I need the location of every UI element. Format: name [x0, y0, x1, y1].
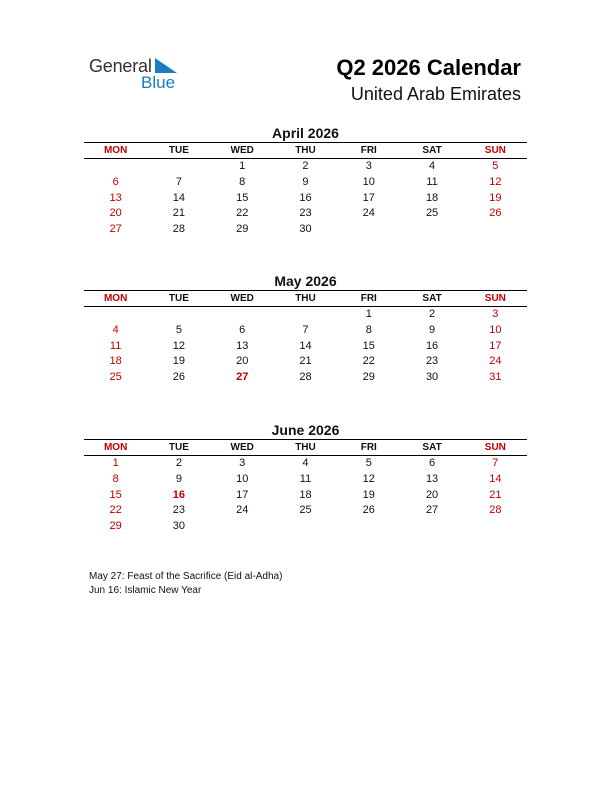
day-cell: 6	[112, 175, 119, 188]
day-cell: 26	[362, 504, 375, 517]
day-cell-empty	[464, 222, 527, 238]
day-cell: 8	[239, 175, 246, 188]
weekday-header	[84, 439, 527, 456]
day-cell: 29	[362, 371, 375, 384]
day-cell: 23	[172, 504, 186, 517]
weekday-label: MON	[103, 293, 128, 304]
day-cell: 5	[175, 323, 182, 336]
day-cell-empty	[211, 519, 274, 535]
day-cell: 22	[109, 504, 122, 517]
weekday-label: TUE	[168, 293, 189, 304]
day-cell: 26	[172, 371, 186, 384]
weekday-label: SAT	[422, 293, 442, 304]
day-cell-empty	[84, 307, 147, 323]
day-cell: 17	[236, 488, 249, 501]
day-cell: 23	[425, 355, 439, 368]
weekday-label: WED	[230, 293, 254, 304]
month-april	[84, 124, 527, 238]
day-cell: 15	[362, 339, 375, 352]
day-cell: 21	[489, 488, 502, 501]
weekday-label: SUN	[484, 293, 506, 304]
day-cell: 15	[236, 191, 249, 204]
day-cell: 19	[172, 355, 186, 368]
day-cell: 27	[236, 371, 249, 384]
weekday-label: MON	[103, 442, 128, 453]
page-title: Q2 2026 Calendar	[336, 55, 521, 80]
month-may	[84, 272, 527, 386]
weekday-label: SAT	[422, 442, 442, 453]
day-cell: 29	[236, 223, 249, 236]
day-cell: 25	[425, 207, 439, 220]
page-subtitle: United Arab Emirates	[350, 84, 521, 104]
day-cell-empty	[211, 307, 274, 323]
day-cell: 7	[492, 457, 499, 469]
day-cell-empty	[84, 159, 147, 175]
weekday-label: TUE	[168, 442, 189, 453]
holiday-notes	[89, 570, 282, 598]
day-cell: 10	[489, 323, 502, 336]
holiday-note: Jun 16: Islamic New Year	[89, 585, 202, 596]
day-cell: 16	[299, 191, 312, 204]
day-cell: 13	[425, 472, 439, 485]
day-cell-empty	[274, 519, 337, 535]
day-cell: 7	[302, 323, 309, 336]
day-grid	[84, 307, 527, 386]
day-cell: 4	[112, 323, 119, 336]
day-cell: 11	[426, 175, 438, 188]
month-title: April 2026	[272, 125, 339, 141]
day-cell: 30	[299, 223, 312, 236]
day-cell: 3	[365, 160, 372, 172]
day-cell: 19	[362, 488, 375, 501]
day-cell: 12	[489, 175, 502, 188]
day-cell: 9	[175, 472, 182, 485]
weekday-label: SAT	[422, 145, 442, 156]
weekday-label: WED	[230, 145, 254, 156]
day-cell: 30	[172, 520, 186, 533]
day-cell-empty	[274, 307, 337, 323]
flag-icon	[155, 56, 179, 74]
day-cell: 28	[299, 371, 312, 384]
weekday-label: TUE	[168, 145, 189, 156]
weekday-label: MON	[103, 145, 128, 156]
day-cell: 11	[109, 339, 122, 352]
day-cell: 10	[362, 175, 375, 188]
day-cell: 3	[492, 308, 499, 320]
day-cell: 24	[362, 207, 375, 220]
day-grid	[84, 456, 527, 535]
day-cell: 21	[172, 207, 186, 220]
weekday-label: FRI	[360, 442, 377, 453]
day-cell: 22	[362, 355, 375, 368]
day-cell: 20	[109, 207, 122, 220]
day-cell: 28	[172, 223, 186, 236]
day-cell: 20	[236, 355, 249, 368]
day-cell: 31	[489, 371, 502, 384]
day-cell-empty	[400, 222, 463, 238]
brand-logo	[89, 56, 189, 92]
day-cell: 6	[429, 457, 436, 469]
weekday-label: FRI	[360, 145, 377, 156]
day-cell: 7	[175, 175, 182, 188]
day-cell: 5	[492, 160, 499, 172]
day-cell-empty	[147, 307, 210, 323]
weekday-header	[84, 290, 527, 307]
day-grid	[84, 159, 527, 238]
day-cell: 10	[236, 472, 249, 485]
day-cell: 1	[239, 160, 246, 172]
day-cell: 1	[112, 457, 119, 469]
brand-word-blue: Blue	[141, 73, 176, 92]
day-cell: 14	[299, 339, 312, 352]
day-cell: 12	[172, 339, 186, 352]
day-cell: 20	[425, 488, 439, 501]
weekday-label: THU	[295, 145, 316, 156]
day-cell: 1	[365, 308, 372, 320]
weekday-label: FRI	[360, 293, 377, 304]
day-cell: 14	[489, 472, 502, 485]
day-cell: 17	[489, 339, 502, 352]
weekday-header	[84, 142, 527, 159]
month-title: May 2026	[274, 273, 337, 289]
day-cell: 13	[236, 339, 249, 352]
day-cell: 16	[425, 339, 439, 352]
day-cell: 8	[365, 323, 372, 336]
day-cell: 25	[109, 371, 122, 384]
holiday-note: May 27: Feast of the Sacrifice (Eid al-Adha)	[89, 571, 283, 582]
day-cell: 22	[236, 207, 249, 220]
day-cell: 29	[109, 520, 122, 533]
day-cell: 5	[365, 457, 372, 469]
day-cell: 11	[299, 472, 312, 485]
day-cell: 3	[239, 457, 246, 469]
weekday-label: WED	[230, 442, 254, 453]
day-cell-empty	[464, 519, 527, 535]
day-cell: 24	[236, 504, 249, 517]
weekday-label: SUN	[484, 145, 506, 156]
day-cell: 6	[239, 323, 246, 336]
day-cell: 17	[362, 191, 375, 204]
day-cell: 4	[302, 457, 309, 469]
day-cell: 27	[109, 223, 122, 236]
day-cell: 18	[299, 488, 312, 501]
day-cell: 18	[109, 355, 122, 368]
day-cell: 18	[425, 191, 439, 204]
day-cell: 19	[489, 191, 502, 204]
day-cell: 14	[172, 191, 186, 204]
brand-word-general: General	[89, 56, 152, 76]
month-title: June 2026	[271, 422, 340, 438]
weekday-label: THU	[295, 442, 316, 453]
day-cell-empty	[337, 222, 400, 238]
weekday-label: THU	[295, 293, 316, 304]
day-cell: 28	[489, 504, 502, 517]
day-cell: 23	[299, 207, 312, 220]
day-cell-empty	[147, 159, 210, 175]
day-cell: 16	[172, 488, 186, 501]
weekday-label: SUN	[484, 442, 506, 453]
day-cell: 25	[299, 504, 312, 517]
day-cell: 2	[302, 160, 309, 172]
day-cell: 12	[362, 472, 375, 485]
day-cell: 9	[429, 323, 436, 336]
day-cell: 21	[299, 355, 312, 368]
day-cell: 30	[425, 371, 439, 384]
day-cell: 15	[109, 488, 122, 501]
day-cell: 26	[489, 207, 502, 220]
day-cell: 2	[175, 457, 182, 469]
day-cell-empty	[400, 519, 463, 535]
day-cell: 8	[112, 472, 119, 485]
day-cell: 4	[429, 160, 436, 172]
month-june	[84, 421, 527, 535]
day-cell-empty	[337, 519, 400, 535]
day-cell: 2	[429, 308, 436, 320]
day-cell: 9	[302, 175, 309, 188]
day-cell: 27	[425, 504, 439, 517]
day-cell: 24	[489, 355, 502, 368]
day-cell: 13	[109, 191, 122, 204]
